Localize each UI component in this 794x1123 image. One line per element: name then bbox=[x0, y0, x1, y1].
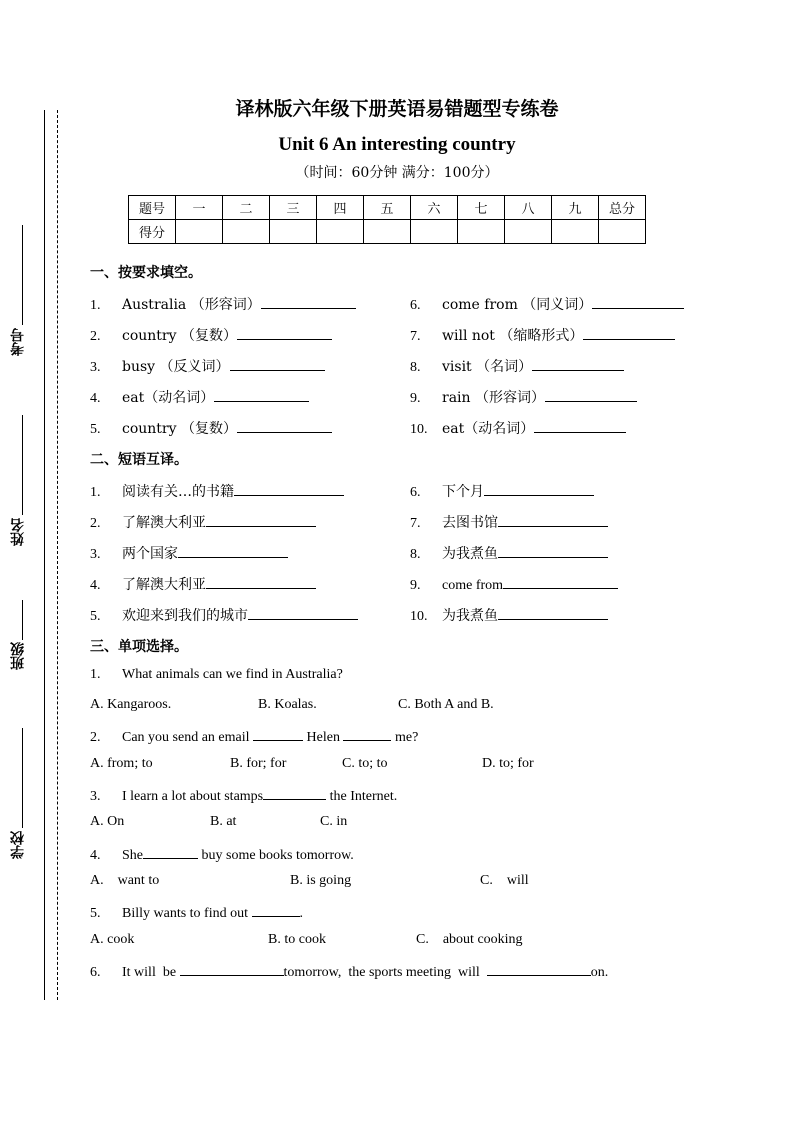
score-cell: 八 bbox=[505, 196, 552, 220]
item-text: country （复数） bbox=[122, 421, 237, 437]
answer-blank[interactable] bbox=[534, 418, 626, 433]
option[interactable]: A. cook bbox=[90, 932, 135, 947]
list-item bbox=[410, 356, 624, 376]
answer-blank[interactable] bbox=[252, 902, 300, 917]
question-text: tomorrow, the sports meeting will bbox=[283, 965, 487, 980]
list-item bbox=[90, 356, 325, 376]
list-item bbox=[90, 294, 356, 314]
list-item bbox=[90, 325, 332, 345]
page-title: 译林版六年级下册英语易错题型专练卷 bbox=[235, 98, 559, 120]
item-number: 4. bbox=[90, 578, 101, 593]
question-text: the Internet. bbox=[326, 789, 398, 804]
school-line bbox=[22, 728, 23, 828]
question-text: She bbox=[122, 848, 143, 863]
item-text: busy （反义词） bbox=[122, 359, 230, 375]
question-number: 5. bbox=[90, 906, 101, 921]
score-input-cell[interactable] bbox=[364, 220, 411, 244]
option[interactable]: A. On bbox=[90, 814, 125, 829]
class-line bbox=[22, 600, 23, 640]
question-number: 1. bbox=[90, 667, 101, 682]
question bbox=[90, 844, 354, 864]
item-text: will not （缩略形式） bbox=[442, 328, 584, 344]
score-cell: 题号 bbox=[129, 196, 176, 220]
item-number: 7. bbox=[410, 329, 421, 344]
score-cell: 三 bbox=[270, 196, 317, 220]
answer-blank[interactable] bbox=[253, 726, 303, 741]
list-item bbox=[90, 605, 358, 625]
list-item bbox=[90, 574, 316, 594]
option[interactable]: A. want to bbox=[90, 873, 160, 888]
score-input-cell[interactable] bbox=[505, 220, 552, 244]
item-text: 下个月 bbox=[442, 484, 484, 500]
score-input-cell[interactable] bbox=[317, 220, 364, 244]
answer-blank[interactable] bbox=[545, 387, 637, 402]
answer-blank[interactable] bbox=[263, 785, 326, 800]
score-input-cell[interactable] bbox=[270, 220, 317, 244]
score-cell: 九 bbox=[552, 196, 599, 220]
score-cell: 总分 bbox=[599, 196, 646, 220]
question bbox=[90, 902, 303, 922]
question bbox=[90, 667, 343, 683]
list-item bbox=[410, 574, 618, 594]
item-number: 3. bbox=[90, 360, 101, 375]
answer-blank[interactable] bbox=[248, 605, 358, 620]
option[interactable]: B. to cook bbox=[268, 932, 326, 947]
score-cell: 得分 bbox=[129, 220, 176, 244]
question bbox=[90, 785, 397, 805]
option[interactable]: B. is going bbox=[290, 873, 352, 888]
score-cell: 七 bbox=[458, 196, 505, 220]
list-item bbox=[90, 543, 288, 563]
score-cell: 六 bbox=[411, 196, 458, 220]
score-input-cell[interactable] bbox=[176, 220, 223, 244]
school-label: 学校 bbox=[10, 831, 26, 859]
item-text: 了解澳大利亚 bbox=[122, 577, 206, 593]
option[interactable]: B. Koalas. bbox=[258, 697, 317, 712]
item-text: 欢迎来到我们的城市 bbox=[122, 608, 248, 624]
answer-blank[interactable] bbox=[592, 294, 684, 309]
score-input-cell[interactable] bbox=[458, 220, 505, 244]
score-cell: 一 bbox=[176, 196, 223, 220]
answer-blank[interactable] bbox=[498, 605, 608, 620]
item-text: eat（动名词） bbox=[122, 390, 215, 406]
list-item bbox=[90, 512, 316, 532]
answer-blank[interactable] bbox=[214, 387, 309, 402]
question-text: It will be bbox=[122, 965, 180, 980]
score-cell: 四 bbox=[317, 196, 364, 220]
answer-blank[interactable] bbox=[503, 574, 618, 589]
score-table-header-row bbox=[129, 196, 646, 220]
item-number: 1. bbox=[90, 485, 101, 500]
item-number: 5. bbox=[90, 422, 101, 437]
question-text: Can you send an email bbox=[122, 730, 254, 745]
answer-blank[interactable] bbox=[261, 294, 356, 309]
item-number: 6. bbox=[410, 485, 421, 500]
section2-heading: 二、短语互译。 bbox=[90, 452, 188, 468]
item-text: 为我煮鱼 bbox=[442, 546, 498, 562]
option[interactable]: A. Kangaroos. bbox=[90, 697, 172, 712]
item-text: come from bbox=[442, 578, 504, 593]
score-cell: 二 bbox=[223, 196, 270, 220]
list-item bbox=[90, 387, 309, 407]
option[interactable]: C. in bbox=[320, 814, 348, 829]
score-table bbox=[128, 195, 646, 244]
item-number: 10. bbox=[410, 609, 428, 624]
answer-blank[interactable] bbox=[206, 512, 316, 527]
score-cell: 五 bbox=[364, 196, 411, 220]
answer-blank[interactable] bbox=[180, 961, 284, 976]
item-text: Australia （形容词） bbox=[122, 297, 261, 313]
list-item bbox=[410, 325, 675, 345]
list-item bbox=[410, 543, 608, 563]
section1-heading: 一、按要求填空。 bbox=[90, 265, 202, 281]
question bbox=[90, 726, 418, 746]
list-item bbox=[410, 481, 594, 501]
option[interactable]: C. about cooking bbox=[416, 932, 523, 947]
item-text: eat（动名词） bbox=[442, 421, 535, 437]
option[interactable]: D. to; for bbox=[482, 756, 534, 771]
item-number: 9. bbox=[410, 578, 421, 593]
list-item bbox=[410, 605, 608, 625]
question-number: 6. bbox=[90, 965, 101, 980]
name-line bbox=[22, 415, 23, 515]
item-text: 去图书馆 bbox=[442, 515, 498, 531]
option[interactable]: C. will bbox=[480, 873, 529, 888]
section3-heading: 三、单项选择。 bbox=[90, 639, 188, 655]
question-number: 2. bbox=[90, 730, 101, 745]
score-input-cell[interactable] bbox=[599, 220, 646, 244]
question bbox=[90, 961, 608, 981]
option[interactable]: C. to; to bbox=[342, 756, 388, 771]
item-text: 了解澳大利亚 bbox=[122, 515, 206, 531]
question-text: Billy wants to find out bbox=[122, 906, 252, 921]
exam-no-line bbox=[22, 225, 23, 325]
score-table-score-row bbox=[129, 220, 646, 244]
binding-line bbox=[44, 110, 45, 1000]
item-number: 5. bbox=[90, 609, 101, 624]
answer-blank[interactable] bbox=[234, 481, 344, 496]
list-item bbox=[410, 387, 637, 407]
answer-blank[interactable] bbox=[143, 844, 198, 859]
item-number: 4. bbox=[90, 391, 101, 406]
item-text: rain （形容词） bbox=[442, 390, 545, 406]
item-text: 阅读有关…的书籍 bbox=[122, 484, 234, 500]
question-text: What animals can we find in Australia? bbox=[122, 667, 343, 682]
question-text: buy some books tomorrow. bbox=[198, 848, 354, 863]
option[interactable]: B. at bbox=[210, 814, 237, 829]
item-text: come from （同义词） bbox=[442, 297, 593, 313]
option[interactable]: A. from; to bbox=[90, 756, 153, 771]
exam-info: （时间：60分钟 满分：100分） bbox=[295, 165, 499, 181]
answer-blank[interactable] bbox=[484, 481, 594, 496]
list-item bbox=[410, 512, 608, 532]
item-number: 2. bbox=[90, 329, 101, 344]
answer-blank[interactable] bbox=[237, 325, 332, 340]
list-item bbox=[410, 294, 684, 314]
item-number: 6. bbox=[410, 298, 421, 313]
option[interactable]: C. Both A and B. bbox=[398, 697, 494, 712]
unit-title: Unit 6 An interesting country bbox=[278, 134, 516, 155]
question-text: Helen bbox=[303, 730, 344, 745]
question-text: . bbox=[299, 906, 303, 921]
item-text: visit （名词） bbox=[442, 359, 533, 375]
answer-blank[interactable] bbox=[343, 726, 391, 741]
item-number: 1. bbox=[90, 298, 101, 313]
item-text: 为我煮鱼 bbox=[442, 608, 498, 624]
item-number: 2. bbox=[90, 516, 101, 531]
answer-blank[interactable] bbox=[178, 543, 288, 558]
binding-dashed-line bbox=[57, 110, 58, 1000]
item-number: 8. bbox=[410, 547, 421, 562]
score-input-cell[interactable] bbox=[223, 220, 270, 244]
item-text: 两个国家 bbox=[122, 546, 178, 562]
item-number: 7. bbox=[410, 516, 421, 531]
answer-blank[interactable] bbox=[498, 512, 608, 527]
item-number: 8. bbox=[410, 360, 421, 375]
item-number: 10. bbox=[410, 422, 428, 437]
list-item bbox=[90, 481, 344, 501]
question-text: me? bbox=[391, 730, 419, 745]
class-label: 班级 bbox=[10, 642, 26, 670]
item-number: 9. bbox=[410, 391, 421, 406]
answer-blank[interactable] bbox=[487, 961, 591, 976]
list-item bbox=[410, 418, 626, 438]
answer-blank[interactable] bbox=[237, 418, 332, 433]
answer-blank[interactable] bbox=[532, 356, 624, 371]
option[interactable]: B. for; for bbox=[230, 756, 287, 771]
answer-blank[interactable] bbox=[498, 543, 608, 558]
exam-no-label: 考号 bbox=[10, 328, 26, 356]
question-text: on. bbox=[590, 965, 609, 980]
answer-blank[interactable] bbox=[230, 356, 325, 371]
question-text: I learn a lot about stamps bbox=[122, 789, 264, 804]
question-number: 3. bbox=[90, 789, 101, 804]
name-label: 姓名 bbox=[10, 518, 26, 546]
answer-blank[interactable] bbox=[206, 574, 316, 589]
score-input-cell[interactable] bbox=[411, 220, 458, 244]
answer-blank[interactable] bbox=[583, 325, 675, 340]
score-input-cell[interactable] bbox=[552, 220, 599, 244]
question-number: 4. bbox=[90, 848, 101, 863]
item-text: country （复数） bbox=[122, 328, 237, 344]
item-number: 3. bbox=[90, 547, 101, 562]
list-item bbox=[90, 418, 332, 438]
